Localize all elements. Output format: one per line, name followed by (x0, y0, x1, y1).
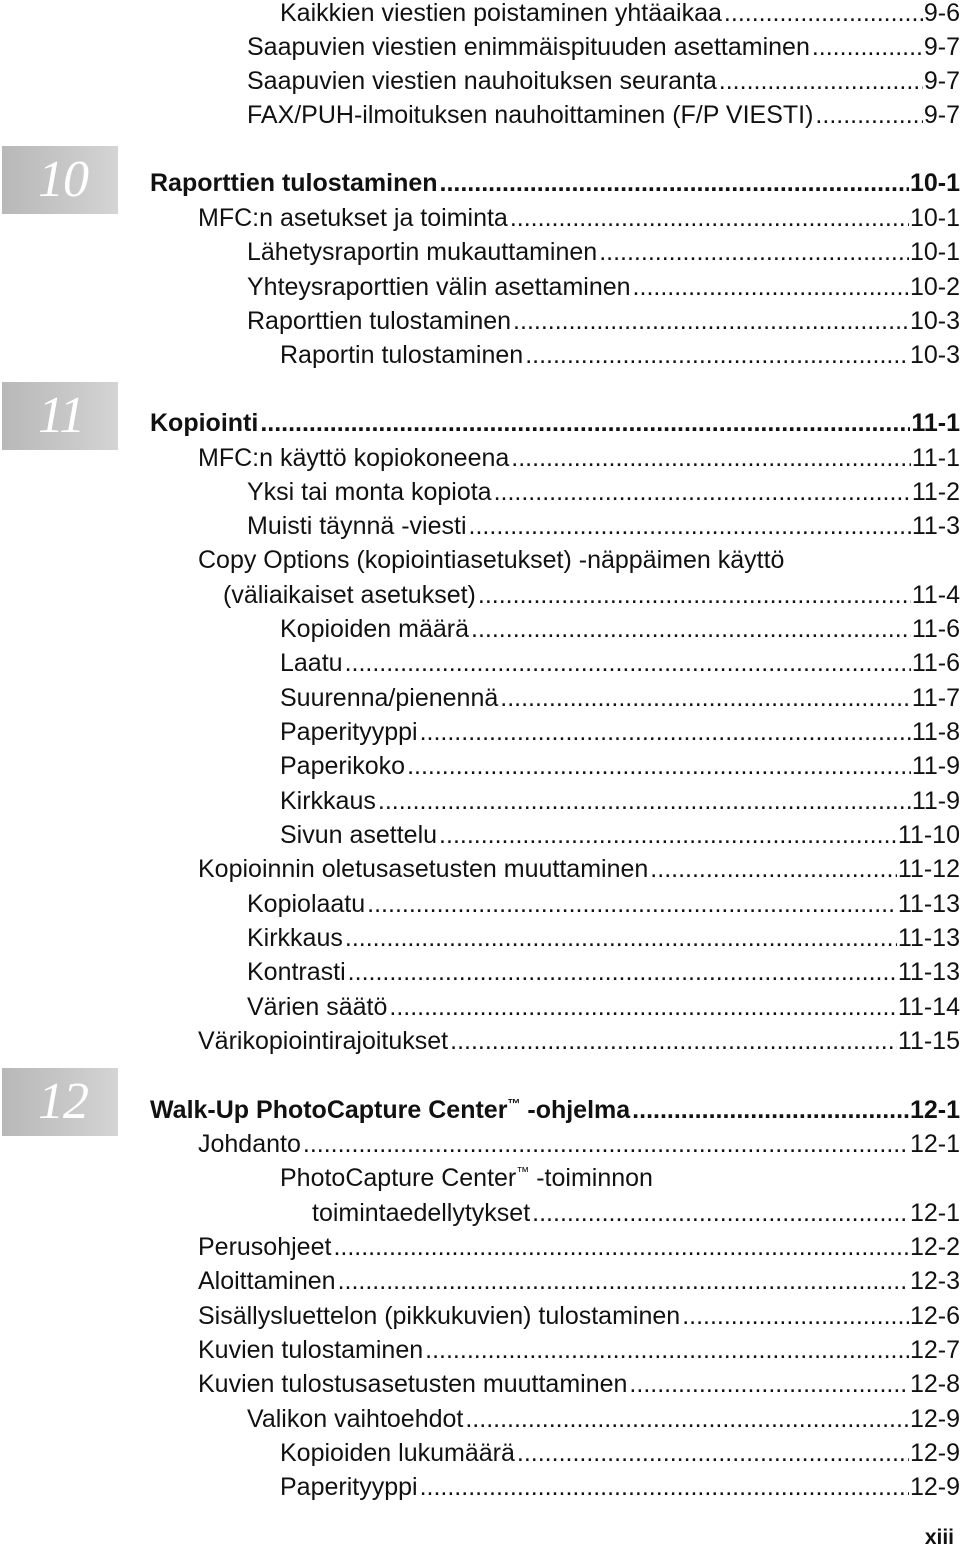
toc-entry[interactable]: Kontrasti ..... 11-13 (247, 955, 960, 989)
toc-page: 10-2 (909, 273, 960, 301)
toc-entry[interactable]: (väliaikaiset asetukset) ..... 11-4 (223, 578, 960, 612)
toc-page: 10-3 (909, 341, 960, 369)
toc-entry[interactable]: Johdanto ..... 12-1 (198, 1127, 960, 1161)
toc-entry[interactable]: Valikon vaihtoehdot ..... 12-9 (247, 1402, 960, 1436)
toc-entry[interactable]: Kirkkaus ..... 11-9 (280, 784, 960, 818)
toc-page: 9-6 (923, 0, 960, 27)
toc-page: 9-7 (923, 101, 960, 129)
toc-entry[interactable]: Sisällysluettelon (pikkukuvien) tulostaminen ..... 12-6 (198, 1299, 960, 1333)
toc-page: 11-8 (911, 718, 960, 746)
toc-page: 12-9 (909, 1405, 960, 1433)
chapter-tab-12 (2, 1068, 118, 1136)
toc-page: 12-6 (909, 1302, 960, 1330)
toc-entry[interactable]: Kaikkien viestien poistaminen yhtäaikaa ..... 9-6 (280, 0, 960, 30)
toc-page: 11-1 (911, 444, 960, 472)
toc-chapter-heading[interactable]: Walk-Up PhotoCapture Center™ -ohjelma ..... 12-1 (150, 1093, 960, 1127)
toc-page: 11-12 (897, 855, 960, 883)
toc-page: 11-7 (911, 684, 960, 712)
toc-page: 12-8 (909, 1370, 960, 1398)
toc-page: 9-7 (923, 67, 960, 95)
trademark-symbol: ™ (516, 1164, 530, 1179)
toc-entry[interactable]: Paperityyppi ..... 12-9 (280, 1470, 960, 1504)
toc-entry[interactable]: Kopioiden määrä ..... 11-6 (280, 612, 960, 646)
toc-page: 12-9 (909, 1439, 960, 1467)
toc-entry[interactable]: Yksi tai monta kopiota ..... 11-2 (247, 475, 960, 509)
chapter-tab-10 (2, 146, 118, 214)
toc-entry[interactable]: Raporttien tulostaminen ..... 10-3 (247, 304, 960, 338)
toc-entry-first-line[interactable]: PhotoCapture Center™ -toiminnon (280, 1164, 653, 1192)
toc-page: 11-3 (911, 512, 960, 540)
toc-entry[interactable]: Kuvien tulostusasetusten muuttaminen ..... 12-8 (198, 1367, 960, 1401)
chapter-tab-number: 11 (38, 387, 85, 444)
page-number: xiii (924, 1526, 954, 1549)
toc-entry[interactable]: Suurenna/pienennä ..... 11-7 (280, 681, 960, 715)
chapter-tab-number: 12 (38, 1073, 88, 1130)
toc-entry[interactable]: Paperikoko ..... 11-9 (280, 749, 960, 783)
chapter-tab-number: 10 (38, 151, 88, 208)
toc-entry[interactable]: Saapuvien viestien enimmäispituuden asettaminen ..... 9-7 (247, 30, 960, 64)
toc-entry[interactable]: Kirkkaus ..... 11-13 (247, 921, 960, 955)
toc-chapter-heading[interactable]: Kopiointi ..... 11-1 (150, 406, 960, 440)
toc-entry[interactable]: MFC:n asetukset ja toiminta ..... 10-1 (198, 201, 960, 235)
toc-page: 11-10 (897, 821, 960, 849)
toc-page: 11-2 (911, 478, 960, 506)
toc-entry[interactable]: Lähetysraportin mukauttaminen ..... 10-1 (247, 235, 960, 269)
toc-page: 11-6 (911, 615, 960, 643)
toc-entry[interactable]: Kopioinnin oletusasetusten muuttaminen ..... 11-12 (198, 852, 960, 886)
toc-entry[interactable]: Yhteysraporttien välin asettaminen ..... 10-2 (247, 270, 960, 304)
toc-page: 10-1 (909, 238, 960, 266)
toc-entry[interactable]: Raportin tulostaminen ..... 10-3 (280, 338, 960, 372)
toc-entry[interactable]: Sivun asettelu ..... 11-10 (280, 818, 960, 852)
toc-page: 11-1 (911, 409, 960, 437)
toc-entry[interactable]: MFC:n käyttö kopiokoneena ..... 11-1 (198, 441, 960, 475)
toc-page: 9-7 (923, 33, 960, 61)
toc-page: 12-1 (909, 1130, 960, 1158)
chapter-tab-11 (2, 382, 118, 450)
toc-page: 12-9 (909, 1473, 960, 1501)
toc-page: 12-3 (909, 1267, 960, 1295)
toc-page: 11-14 (897, 993, 960, 1021)
toc-entry[interactable]: Kopioiden lukumäärä ..... 12-9 (280, 1436, 960, 1470)
toc-entry[interactable]: Saapuvien viestien nauhoituksen seuranta ..... 9-7 (247, 64, 960, 98)
toc-entry[interactable]: Värien säätö ..... 11-14 (247, 990, 960, 1024)
toc-entry-first-line[interactable]: Copy Options (kopiointiasetukset) -näppäimen käyttö (198, 546, 785, 574)
toc-page: 10-1 (909, 204, 960, 232)
toc-page: 11-6 (911, 649, 960, 677)
toc-page: 12-1 (909, 1096, 960, 1124)
toc-page: 11-9 (911, 752, 960, 780)
toc-entry[interactable]: FAX/PUH-ilmoituksen nauhoittaminen (F/P VIESTI) ..... 9-7 (247, 98, 960, 132)
toc-entry[interactable]: Kuvien tulostaminen ..... 12-7 (198, 1333, 960, 1367)
toc-page: 11-4 (911, 581, 960, 609)
toc-page: 11-13 (897, 890, 960, 918)
toc-entry[interactable]: Muisti täynnä -viesti ..... 11-3 (247, 509, 960, 543)
toc-entry[interactable]: Paperityyppi ..... 11-8 (280, 715, 960, 749)
toc-page: 12-7 (909, 1336, 960, 1364)
toc-page: 11-15 (897, 1027, 960, 1055)
toc-chapter-heading[interactable]: Raporttien tulostaminen ..... 10-1 (150, 166, 960, 200)
toc-entry[interactable]: Laatu ..... 11-6 (280, 646, 960, 680)
toc-page: 12-1 (909, 1199, 960, 1227)
toc-entry[interactable]: Aloittaminen ..... 12-3 (198, 1264, 960, 1298)
toc-entry[interactable]: Värikopiointirajoitukset ..... 11-15 (198, 1024, 960, 1058)
toc-page: 11-13 (897, 958, 960, 986)
toc-page: 11-13 (897, 924, 960, 952)
toc-page: 12-2 (909, 1233, 960, 1261)
toc-page: 10-1 (909, 169, 960, 197)
toc-entry[interactable]: toimintaedellytykset ..... 12-1 (312, 1196, 960, 1230)
toc-entry[interactable]: Kopiolaatu ..... 11-13 (247, 887, 960, 921)
toc-entry[interactable]: Perusohjeet ..... 12-2 (198, 1230, 960, 1264)
trademark-symbol: ™ (507, 1096, 521, 1111)
toc-page: 11-9 (911, 787, 960, 815)
toc-page: 10-3 (909, 307, 960, 335)
